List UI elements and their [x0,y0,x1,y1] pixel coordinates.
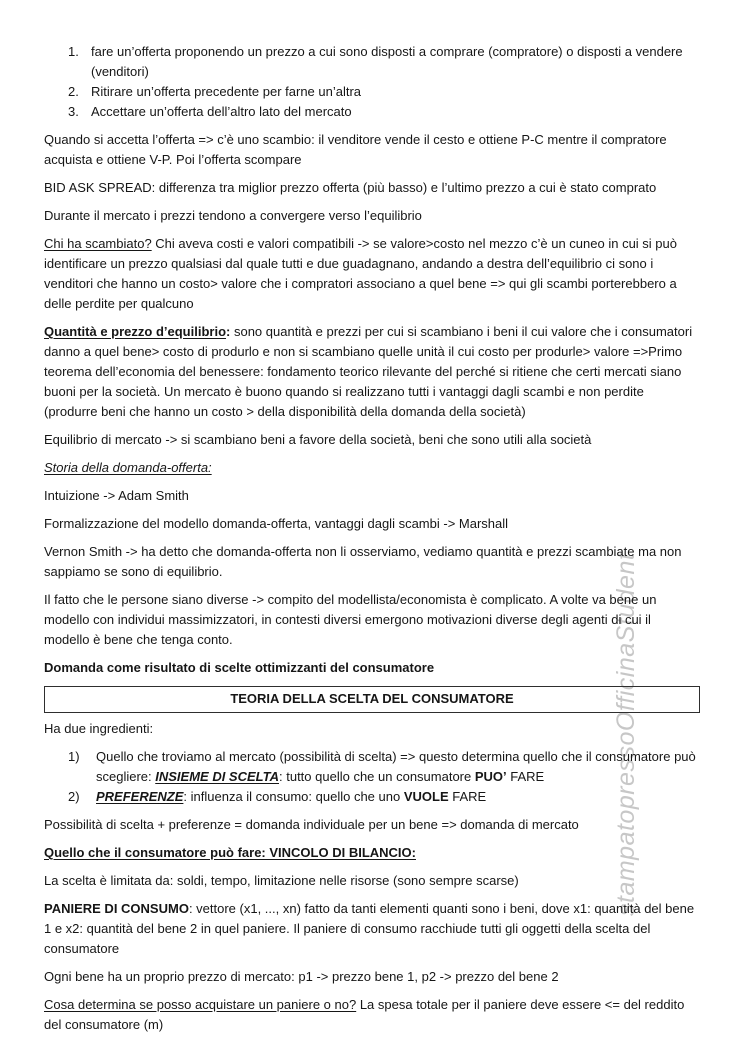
list-marker: 2. [68,84,79,99]
ingredients-list [44,747,700,807]
underlined-lead: Chi ha scambiato? [44,236,152,251]
bold-underlined-lead: Quantità e prezzo d’equilibrio [44,324,227,339]
paragraph-scelta-limitata: La scelta è limitata da: soldi, tempo, limitazione nelle risorse (sono sempre scarse) [44,873,519,888]
list-item-text [96,747,700,787]
vuole-emphasis: VUOLE [403,789,449,804]
bold-colon: : [226,324,231,339]
paragraph-bid-ask-spread: BID ASK SPREAD: differenza tra miglior prezzo offerta (più basso) e l’ultimo prezzo a cui è stato comprato [44,180,657,195]
paragraph-paniere-di-consumo [44,899,700,959]
underlined-lead: Cosa determina se posso acquistare un paniere o no? [44,997,357,1012]
italic-underlined-heading: Storia della domanda-offerta: [44,460,212,475]
watermark: stampatopressoOfficinaStudent [612,552,640,916]
paragraph-text: : vettore (x1, ..., xn) fatto da tanti elementi quanti sono i beni, dove x1: quantità del bene 1 e x2: quantità del bene 2 in quel paniere. Il paniere di consumo racchiude tutti gli oggetti della scelta del consumatore [44,901,695,956]
list-item-segment: Quello che troviamo al mercato (possibilità di scelta) => questo determina quello che il consumatore può scegliere: [96,749,696,784]
paragraph-ingredienti: Ha due ingredienti: [44,721,154,736]
list-marker: 1. [68,44,79,59]
paragraph-text: sono quantità e prezzi per cui si scambiano i beni il cui valore che i consumatori danno a quel bene> costo di produrlo e non si scambiano quelle unità il cui costo per produrle> valore =>Primo teorema dell’economia del benessere: fondamento teorico rilevante del perché si ritiene che certi mercati siano buoni per la società. Un mercato è buono quando si realizzano tutti i vantaggi dagli scambi e non perdite (produrre beni che hanno un costo > della disponibilità della domanda della società) [44,324,693,419]
paragraph-text: La spesa totale per il paniere deve essere <= del reddito del consumatore (m) [44,997,685,1032]
list-item-text: fare un’offerta proponendo un prezzo a cui sono disposti a comprare (compratore) o disposti a vendere (venditori) [91,44,683,79]
heading-domanda-scelte-ottimizzanti: Domanda come risultato di scelte ottimizzanti del consumatore [44,660,435,675]
list-item [44,102,700,122]
paragraph-chi-ha-scambiato [44,234,700,314]
heading-storia-domanda-offerta [44,458,700,478]
preferenze-term: PREFERENZE [96,789,184,804]
puo-emphasis: PUO’ [474,769,507,784]
list-item [44,82,700,102]
paragraph-equilibrio-mercato: Equilibrio di mercato -> si scambiano beni a favore della società, beni che sono utili alla società [44,432,592,447]
paragraph-persone-diverse: Il fatto che le persone siano diverse -> compito del modellista/economista è complicato. A volte va bene un modello con individui massimizzatori, in contesti diversi emergono motivazioni diverse degli agenti di cui il modello è bene che tenga conto. [44,592,657,647]
paragraph-scambio: Quando si accetta l’offerta => c’è uno scambio: il venditore vende il cesto e ottiene P-C mentre il compratore acquista e ottiene V-P. Poi l’offerta scompare [44,132,667,167]
list-item-text [96,787,700,807]
paragraph-spesa-totale [44,995,700,1035]
section-title: TEORIA DELLA SCELTA DEL CONSUMATORE [230,691,514,706]
insieme-di-scelta-term: INSIEME DI SCELTA [155,769,279,784]
paragraph-text: Chi aveva costi e valori compatibili -> se valore>costo nel mezzo c’è un cuneo in cui si può identificare un prezzo qualsiasi dal quale tutti e due guadagnano, andando a destra dell’equilibrio ci sono i venditori che hanno un costo> valore che i compratori associano a quel bene => qui gli scambi porterebbero a delle perdite per qualcuno [44,236,677,311]
list-item-text: Accettare un’offerta dell’altro lato del mercato [91,104,352,119]
list-item-segment: : tutto quello che un consumatore [279,769,475,784]
section-title-box [44,686,700,713]
paragraph-formalizzazione: Formalizzazione del modello domanda-offerta, vantaggi dagli scambi -> Marshall [44,516,509,531]
list-item [44,42,700,82]
list-item-segment: FARE [448,789,487,804]
paragraph-quantita-prezzo-equilibrio [44,322,700,422]
list-marker: 3. [68,104,79,119]
list-item-segment: : influenza il consumo: quello che uno [183,789,404,804]
list-item-segment: FARE [506,769,545,784]
paragraph-vernon-smith: Vernon Smith -> ha detto che domanda-offerta non li osserviamo, vediamo quantità e prezzi scambiate ma non sappiamo se sono di equilibrio. [44,544,682,579]
list-item [44,787,700,807]
paragraph-convergenza: Durante il mercato i prezzi tendono a convergere verso l’equilibrio [44,208,422,223]
list-marker: 1) [68,749,80,764]
bold-underlined-heading: Quello che il consumatore può fare: VINCOLO DI BILANCIO: [44,845,416,860]
paragraph-possibilita-preferenze: Possibilità di scelta + preferenze = domanda individuale per un bene => domanda di mercato [44,817,579,832]
paragraph-prezzi-mercato: Ogni bene ha un proprio prezzo di mercato: p1 -> prezzo bene 1, p2 -> prezzo del bene 2 [44,969,559,984]
list-item-text: Ritirare un’offerta precedente per farne un’altra [91,84,362,99]
list-item [44,747,700,787]
paragraph-intuizione: Intuizione -> Adam Smith [44,488,189,503]
offer-options-list [44,42,700,122]
heading-vincolo-di-bilancio [44,843,700,863]
list-marker: 2) [68,789,80,804]
paniere-term: PANIERE DI CONSUMO [44,901,189,916]
